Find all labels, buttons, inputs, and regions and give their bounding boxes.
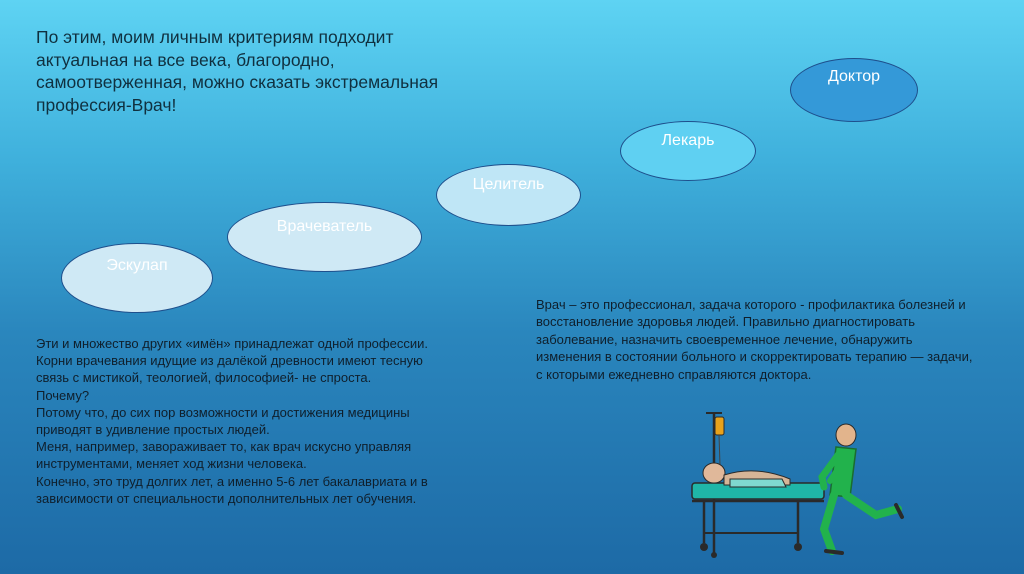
oval-celitel: [436, 164, 581, 226]
left-paragraph: Эти и множество других «имён» принадлежат одной профессии.: [36, 336, 428, 351]
intro-text: По этим, моим личным критериям подходит актуальная на все века, благородно, самоотверженная, можно сказать экстремальная профессия-Врач!: [36, 27, 439, 115]
left-paragraph: Потому что, до сих пор возможности и достижения медицины приводят в удивление простых людей.: [36, 404, 410, 438]
oval-vrachevatel: [227, 202, 422, 272]
left-text-block: [36, 335, 446, 507]
left-paragraph: Почему?: [36, 387, 90, 403]
oval-esculap: [61, 243, 213, 313]
left-paragraph: Корни врачевания идущие из далёкой древности имеют тесную связь с мистикой, теологией, философией- не спроста.: [36, 353, 423, 386]
left-paragraph: Меня, например, завораживает то, как врач искусно управляя инструментами, меняет ход жизни человека.: [36, 439, 412, 472]
oval-lekar: [620, 121, 756, 181]
oval-doktor-label: Доктор: [827, 68, 881, 85]
oval-esculap-label: Эскулап: [106, 257, 168, 274]
oval-lekar-label: Лекарь: [661, 132, 715, 149]
doctor-pushing-stretcher-icon: [686, 405, 908, 565]
left-paragraph: Конечно, это труд долгих лет, а именно 5-6 лет бакалавриата и в зависимости от специальности дополнительных лет обучения.: [36, 473, 428, 506]
oval-celitel-label: Целитель: [472, 176, 545, 193]
right-text-block: Врач – это профессионал, задача которого - профилактика болезней и восстановление здоровья людей. Правильно диагностировать заболевание, назначить своевременное лечение, обнаружить изменения в состоянии больного и скорректировать терапию — задачи, с которыми ежедневно справляются доктора.: [536, 297, 973, 382]
oval-doktor: [790, 58, 918, 122]
oval-vrachevatel-label: Врачеватель: [276, 218, 373, 235]
